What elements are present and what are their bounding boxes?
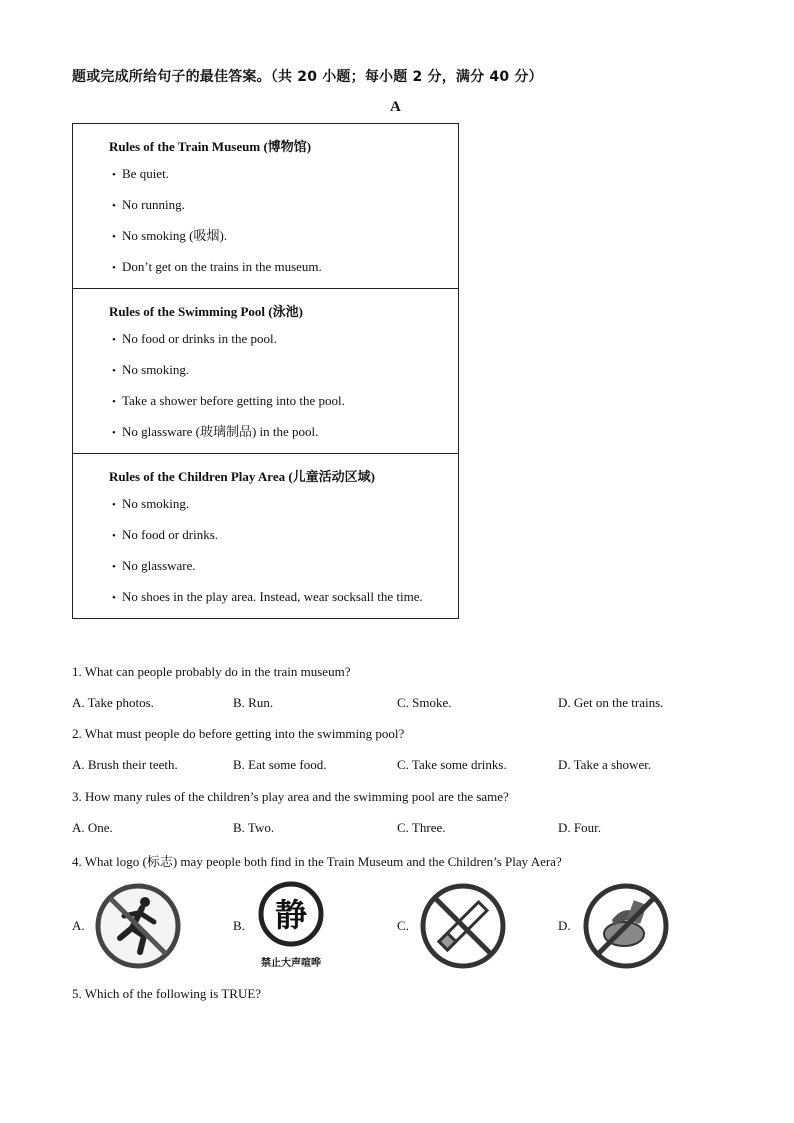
section-label: A [390,99,401,115]
question-2: 2. What must people do before getting into the swimming pool? [72,726,405,741]
option-b[interactable]: B. Two. [233,820,275,835]
bullet-icon: • [112,169,116,181]
option-letter: D. [558,918,571,933]
rules-title: Rules of the Children Play Area (儿童活动区域) [109,469,376,484]
option-c[interactable]: C. Three. [397,820,446,835]
bullet-icon: • [112,427,116,439]
bullet-icon: • [112,262,116,274]
rule-item: • No running. [112,189,458,220]
logo-option-b[interactable] [233,880,353,975]
instructions: 题或完成所给句子的最佳答案。（共 20 小题；每小题 2 分，满分 40 分） [72,69,543,85]
logo-option-a[interactable] [72,880,192,975]
no-smoking-icon [417,880,509,972]
bullet-icon: • [112,365,116,377]
rules-block-play-area [73,454,458,618]
option-d[interactable]: D. Four. [558,820,601,835]
bullet-icon: • [112,592,116,604]
bullet-icon: • [112,561,116,573]
option-a[interactable]: A. Take photos. [72,695,154,710]
rule-item: • No food or drinks. [112,519,458,550]
rules-title: Rules of the Train Museum (博物馆) [109,139,312,154]
bullet-icon: • [112,231,116,243]
rule-item: • Take a shower before getting into the pool. [112,385,458,416]
rule-item: • No food or drinks in the pool. [112,323,458,354]
option-a[interactable]: A. One. [72,820,113,835]
logo-option-c[interactable] [397,880,517,975]
rules-block-museum [73,124,458,289]
option-letter: A. [72,918,85,933]
option-b[interactable]: B. Eat some food. [233,757,327,772]
question-3: 3. How many rules of the children’s play area and the swimming pool are the same? [72,789,509,804]
rule-item: • No smoking. [112,488,458,519]
bullet-icon: • [112,396,116,408]
rule-item: • No glassware. [112,550,458,581]
option-c[interactable]: C. Smoke. [397,695,452,710]
rule-item: • No smoking (吸烟). [112,220,458,251]
rule-item: • No shoes in the play area. Instead, wear socksall the time. [112,581,458,612]
quiet-sign-char: 静 [274,896,308,934]
option-letter: B. [233,918,245,933]
logo-options-row [72,880,752,975]
rule-item: • Don’t get on the trains in the museum. [112,251,458,282]
rule-item: • No glassware (玻璃制品) in the pool. [112,416,458,447]
no-food-icon [580,880,672,972]
question-4: 4. What logo (标志) may people both find in the Train Museum and the Children’s Play Aera? [72,854,562,869]
rule-item: • No smoking. [112,354,458,385]
rules-title: Rules of the Swimming Pool (泳池) [109,304,303,319]
rule-item: • Be quiet. [112,158,458,189]
bullet-icon: • [112,499,116,511]
no-running-icon [92,880,184,972]
bullet-icon: • [112,200,116,212]
option-c[interactable]: C. Take some drinks. [397,757,507,772]
option-letter: C. [397,918,409,933]
option-d[interactable]: D. Take a shower. [558,757,652,772]
quiet-sign-icon [253,880,329,972]
rules-table [72,123,459,619]
rules-block-pool [73,289,458,454]
question-5: 5. Which of the following is TRUE? [72,986,262,1001]
option-d[interactable]: D. Get on the trains. [558,695,664,710]
question-1: 1. What can people probably do in the train museum? [72,664,351,679]
bullet-icon: • [112,530,116,542]
option-b[interactable]: B. Run. [233,695,274,710]
bullet-icon: • [112,334,116,346]
option-a[interactable]: A. Brush their teeth. [72,757,178,772]
logo-option-d[interactable] [558,880,678,975]
quiet-sign-caption: 禁止大声喧哗 [261,958,321,969]
